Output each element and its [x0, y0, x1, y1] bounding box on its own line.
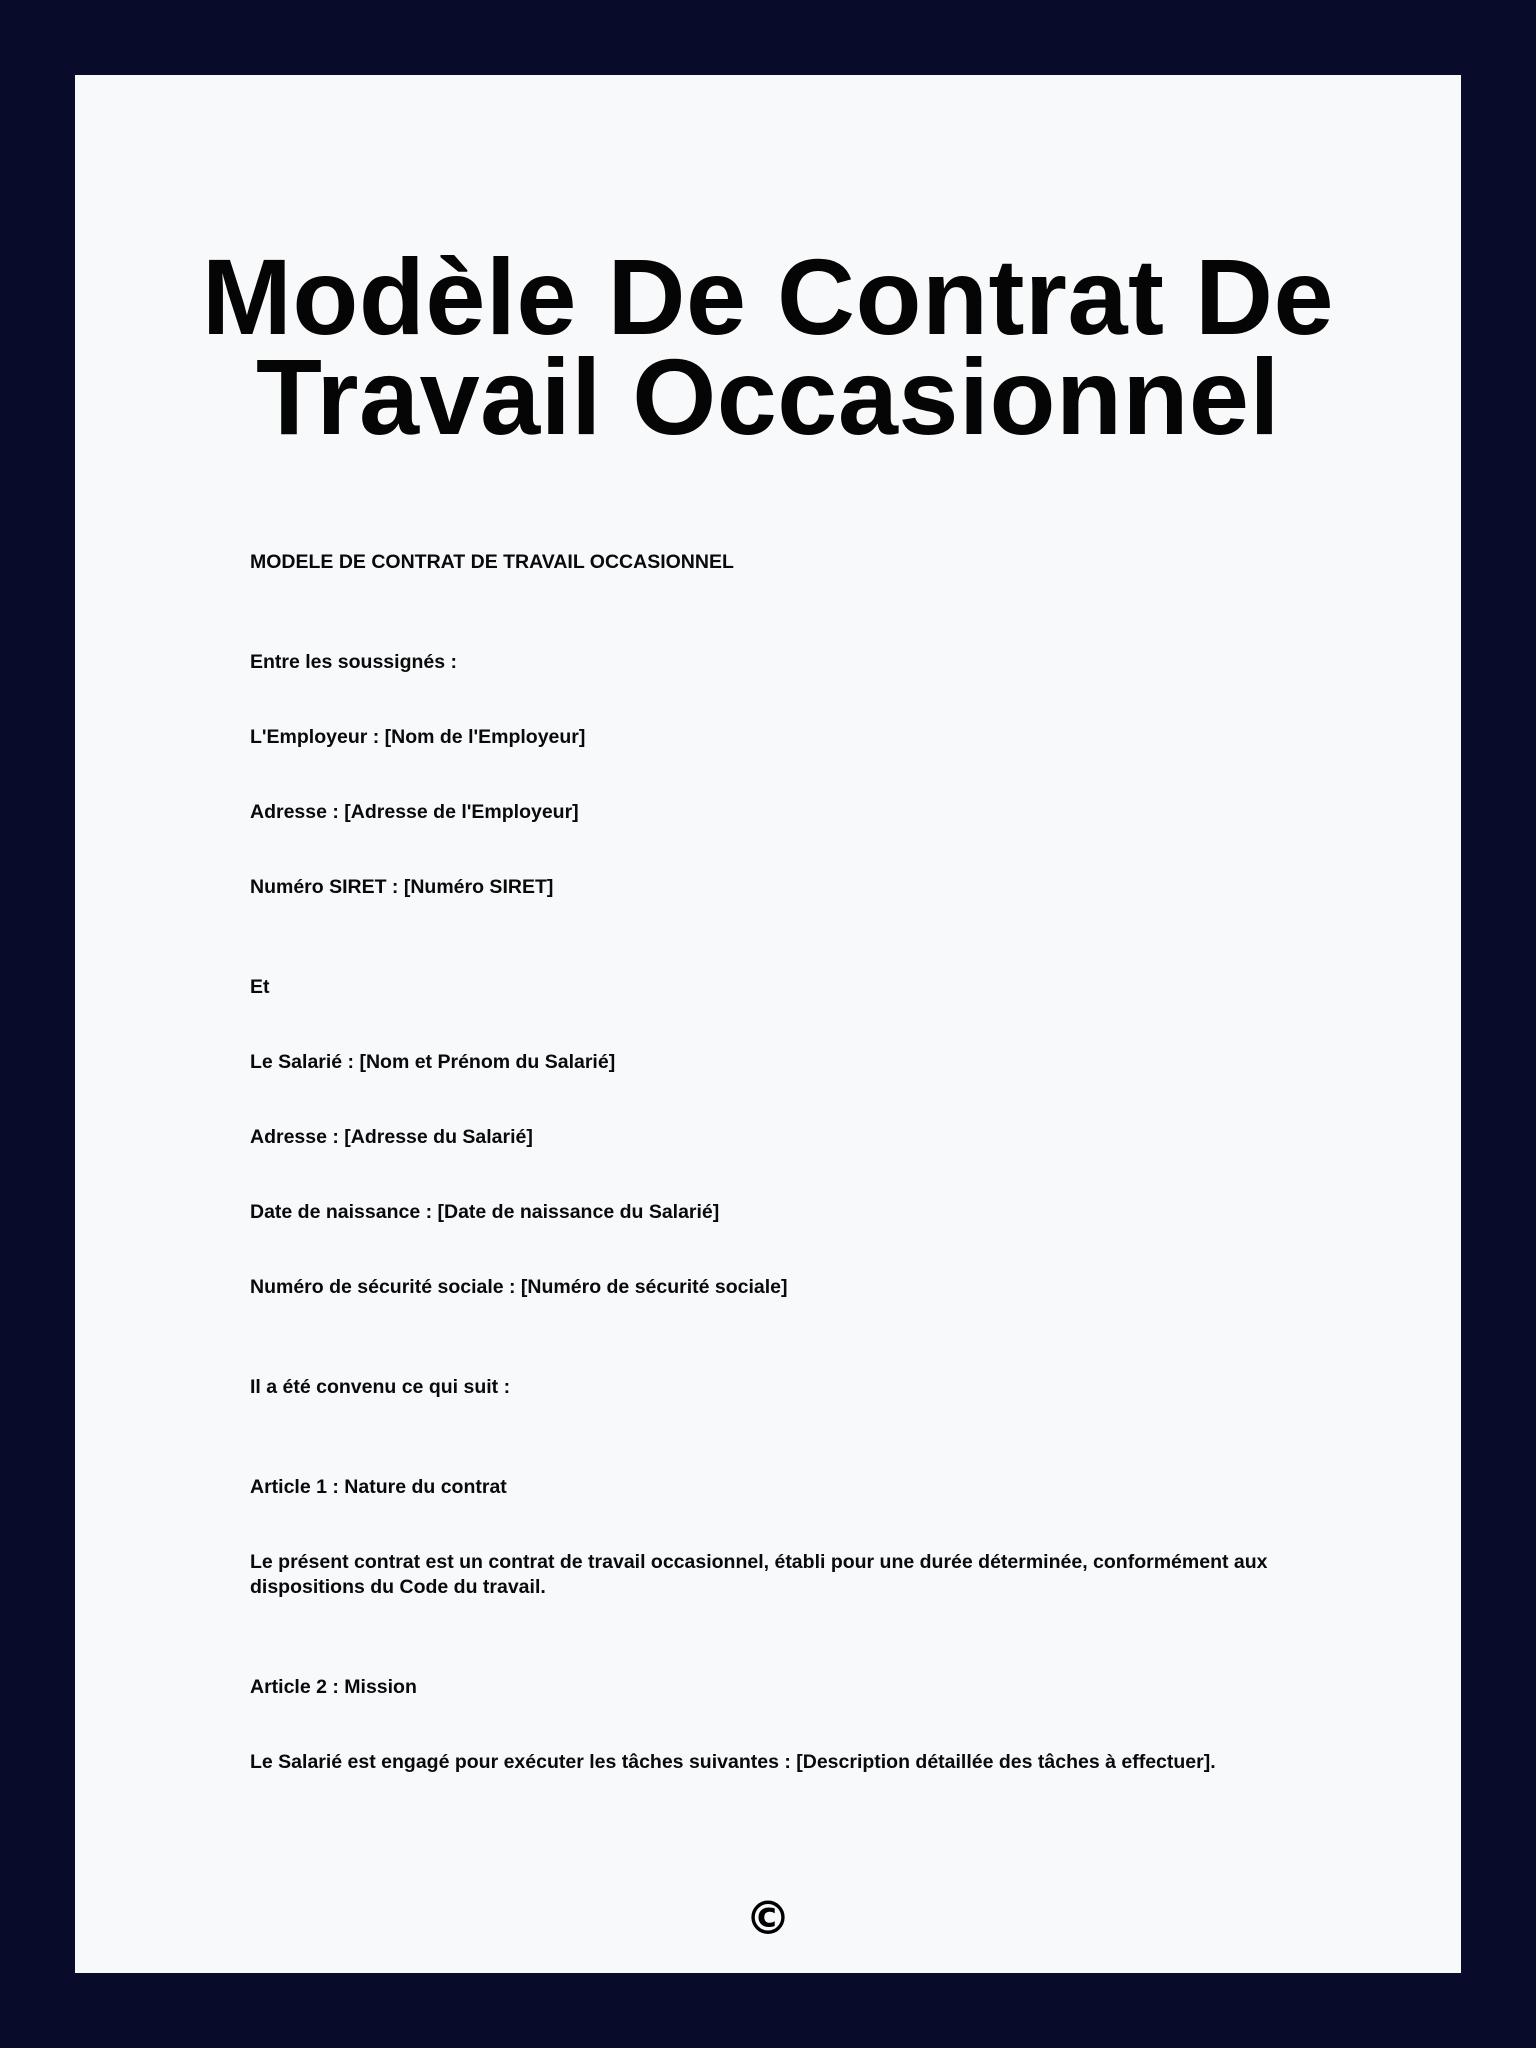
- copyright-icon: ©: [745, 1891, 791, 1945]
- employer-address: Adresse : [Adresse de l'Employeur]: [250, 801, 579, 823]
- article-1-title: Article 1 : Nature du contrat: [250, 1476, 507, 1498]
- employer-name: L'Employeur : [Nom de l'Employeur]: [250, 726, 586, 748]
- article-1-text: Le présent contrat est un contrat de travail occasionnel, établi pour une durée déterminée, conformément aux dispositions du Code du travail.: [250, 1551, 1268, 1598]
- employee-address: Adresse : [Adresse du Salarié]: [250, 1126, 533, 1148]
- employer-siret: Numéro SIRET : [Numéro SIRET]: [250, 876, 554, 898]
- intro-text: Entre les soussignés :: [250, 651, 457, 673]
- article-2-text: Le Salarié est engagé pour exécuter les tâches suivantes : [Description détaillée des tâches à effectuer].: [250, 1751, 1216, 1773]
- and-text: Et: [250, 976, 270, 998]
- employee-social-security: Numéro de sécurité sociale : [Numéro de sécurité sociale]: [250, 1276, 788, 1298]
- employee-name: Le Salarié : [Nom et Prénom du Salarié]: [250, 1051, 616, 1073]
- document-page: [75, 75, 1461, 1973]
- contract-heading: MODELE DE CONTRAT DE TRAVAIL OCCASIONNEL: [250, 551, 734, 573]
- document-title: Modèle De Contrat De Travail Occasionnel: [201, 236, 1335, 457]
- article-2-title: Article 2 : Mission: [250, 1676, 417, 1698]
- employee-birthdate: Date de naissance : [Date de naissance du Salarié]: [250, 1201, 720, 1223]
- agreement-text: Il a été convenu ce qui suit :: [250, 1376, 511, 1398]
